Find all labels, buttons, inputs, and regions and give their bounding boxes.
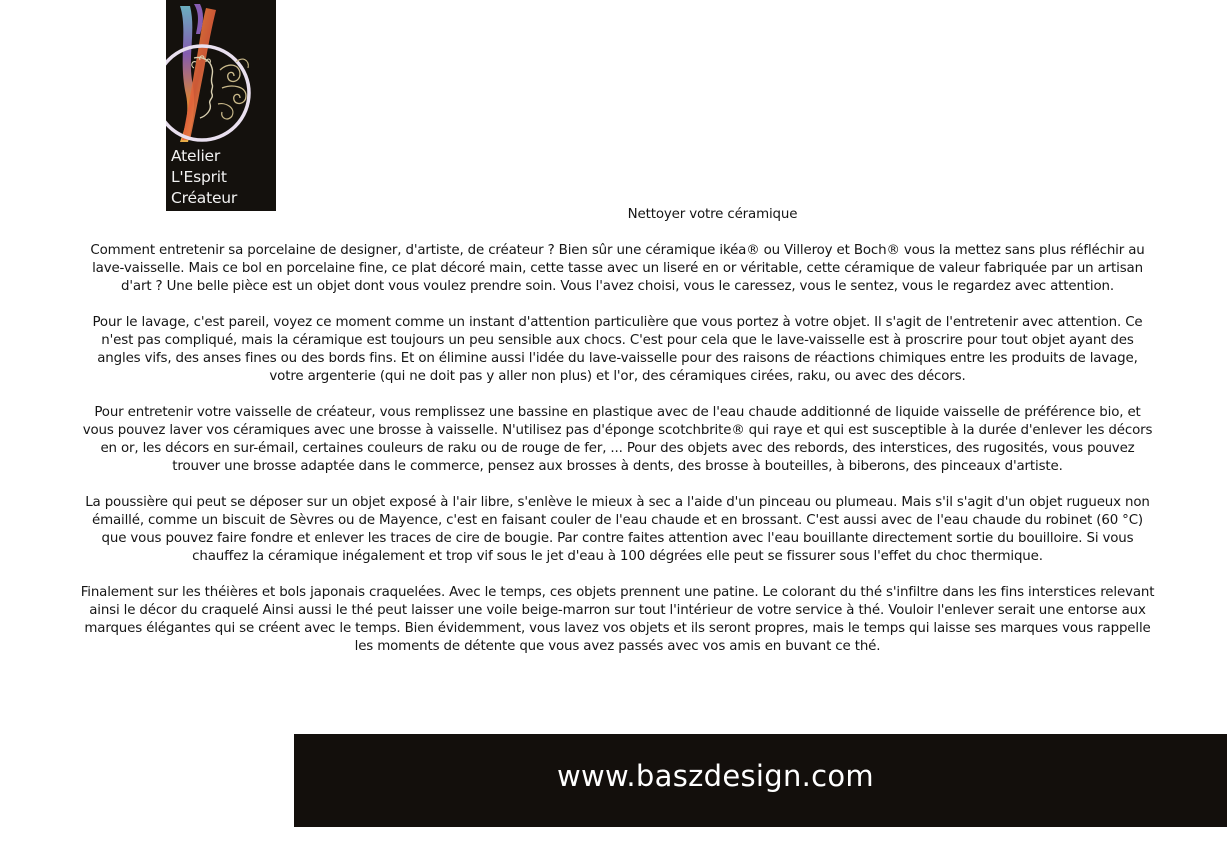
logo-line-2: L'Esprit xyxy=(171,168,227,186)
logo-line-1: Atelier xyxy=(171,147,221,165)
paragraph-intro: Comment entretenir sa porcelaine de designer, d'artiste, de créateur ? Bien sûr une céramique ikéa® ou Villeroy et Boch® vous la mettez sans plus réfléchir au lave-vaisselle. Mais ce bol en porcelaine fine, ce plat décoré main, cette tasse avec un liseré en or véritable, cette céramique de valeur fabriquée par un artisan d'art ? Une belle pièce est un objet dont vous voulez prendre soin. Vous l'avez choisi, vous le caressez, vous le sentez, vous le regardez avec attention. xyxy=(90,243,1145,294)
paragraph-washing: Pour le lavage, c'est pareil, voyez ce moment comme un instant d'attention particulière que vous portez à votre objet. Il s'agit de l'entretenir avec attention. Ce n'est pas compliqué, mais la céramique est toujours un peu sensible aux chocs. C'est pour cela que le lave-vaisselle est à proscrire pour tout objet ayant des angles vifs, des anses fines ou des bords fins. Et on élimine aussi l'idée du lave-vaisselle pour des raisons de réactions chimiques entre les produits de lavage, votre argenterie (qui ne doit pas y aller non plus) et l'or, des céramiques cirées, raku, ou avec des décors. xyxy=(92,315,1143,384)
website-url-text[interactable]: www.baszdesign.com xyxy=(557,759,874,793)
logo-line-3: Créateur xyxy=(171,189,238,207)
article-body xyxy=(80,206,1155,674)
paragraph-teapots: Finalement sur les théières et bols japonais craquelées. Avec le temps, ces objets prennent une patine. Le colorant du thé s'infiltre dans les fins interstices relevant ainsi le décor du craquelé Ainsi aussi le thé peut laisser une voile beige-marron sur tout l'intérieur de votre service à thé. Vouloir l'enlever serait une entorse aux marques élégantes qui se créent avec le temps. Bien évidemment, vous lavez vos objets et ils seront propres, mais le temps qui laisse ses marques vous rappelle les moments de détente que vous avez passés avec vos amis en buvant ce thé. xyxy=(80,585,1155,654)
logo-wordmark xyxy=(171,146,237,209)
article-title: Nettoyer votre céramique xyxy=(627,207,798,222)
website-url[interactable] xyxy=(294,756,1227,796)
paragraph-dust: La poussière qui peut se déposer sur un objet exposé à l'air libre, s'enlève le mieux à sec a l'aide d'un pinceau ou plumeau. Mais s'il s'agit d'un objet rugueux non émaillé, comme un biscuit de Sèvres ou de Mayence, c'est en faisant couler de l'eau chaude et en brossant. C'est aussi avec de l'eau chaude du robinet (60 °C) que vous pouvez faire fondre et enlever les traces de cire de bougie. Par contre faites attention avec l'eau bouillante directement sortie du bouilloire. Si vous chauffez la céramique inégalement et trop vif sous le jet d'eau à 100 dégrées elle peut se fissurer sous l'effet du choc thermique. xyxy=(85,495,1150,564)
logo-artwork-icon xyxy=(166,0,276,150)
atelier-logo xyxy=(166,0,276,211)
paragraph-hand-washing: Pour entretenir votre vaisselle de créateur, vous remplissez une bassine en plastique avec de l'eau chaude additionné de liquide vaisselle de préférence bio, et vous pouvez laver vos céramiques avec une brosse à vaisselle. N'utilisez pas d'éponge scotchbrite® qui raye et qui est susceptible à la durée d'enlever les décors en or, les décors en sur-émail, certaines couleurs de raku ou de rouge de fer, ... Pour des objets avec des rebords, des interstices, des rugosités, vous pouvez trouver une brosse adaptée dans le commerce, pensez aux brosses à dents, des brosse à bouteilles, à biberons, des pinceaux d'artiste. xyxy=(82,405,1153,474)
footer-banner xyxy=(294,734,1227,827)
